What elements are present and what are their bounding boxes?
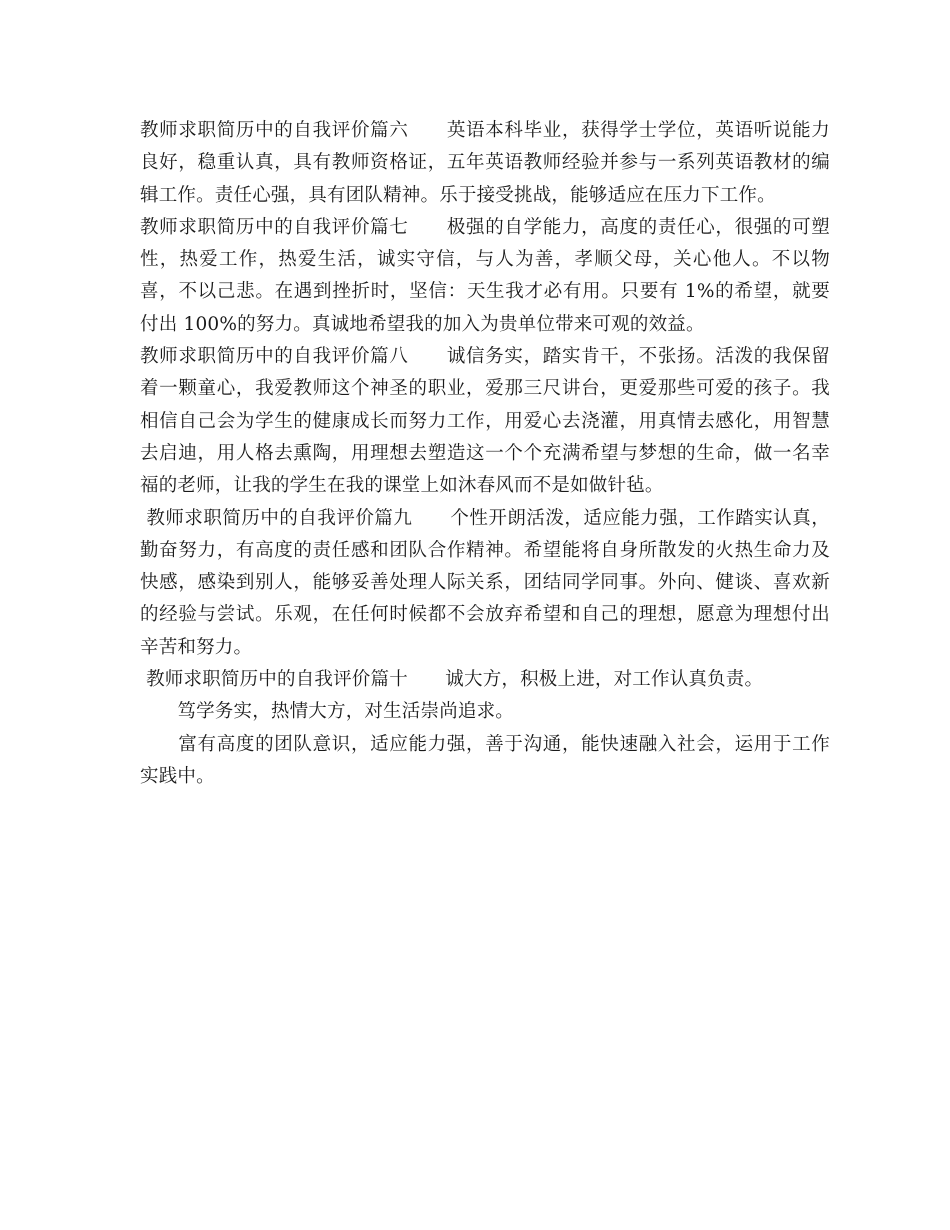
paragraph-10: 教师求职简历中的自我评价篇十 诚大方，积极上进，对工作认真负责。 xyxy=(140,669,764,691)
paragraph-7: 教师求职简历中的自我评价篇七 极强的自学能力，高度的责任心，很强的可塑性，热爱工作，热爱生活，诚实守信，与人为善，孝顺父母，关心他人。不以物喜，不以己悲。在遇到挫折时，坚信：天生我才必有用。只要有 1%的希望，就要付出 100%的努力。真诚地希望我的加入为贵单位带来可观的效益。 xyxy=(140,216,830,335)
document-body xyxy=(140,115,830,793)
paragraph-10-line-2: 笃学务实，热情大方，对生活崇尚追求。 xyxy=(140,701,515,723)
paragraph-10-line-3: 富有高度的团队意识，适应能力强，善于沟通，能快速融入社会，运用于工作实践中。 xyxy=(140,733,830,787)
paragraph-9: 教师求职简历中的自我评价篇九 个性开朗活泼，适应能力强，工作踏实认真，勤奋努力，有高度的责任感和团队合作精神。希望能将自身所散发的火热生命力及快感，感染到别人，能够妥善处理人际关系，团结同学同事。外向、健谈、喜欢新的经验与尝试。乐观，在任何时候都不会放弃希望和自己的理想，愿意为理想付出辛苦和努力。 xyxy=(140,507,830,658)
paragraph-8: 教师求职简历中的自我评价篇八 诚信务实，踏实肯干，不张扬。活泼的我保留着一颗童心，我爱教师这个神圣的职业，爱那三尺讲台，更爱那些可爱的孩子。我相信自己会为学生的健康成长而努力工作，用爱心去浇灌，用真情去感化，用智慧去启迪，用人格去熏陶，用理想去塑造这一个个充满希望与梦想的生命，做一名幸福的老师，让我的学生在我的课堂上如沐春风而不是如做针毡。 xyxy=(140,346,830,497)
paragraph-6: 教师求职简历中的自我评价篇六 英语本科毕业，获得学士学位，英语听说能力良好，稳重认真，具有教师资格证，五年英语教师经验并参与一系列英语教材的编辑工作。责任心强，具有团队精神。乐于接受挑战，能够适应在压力下工作。 xyxy=(140,120,830,206)
